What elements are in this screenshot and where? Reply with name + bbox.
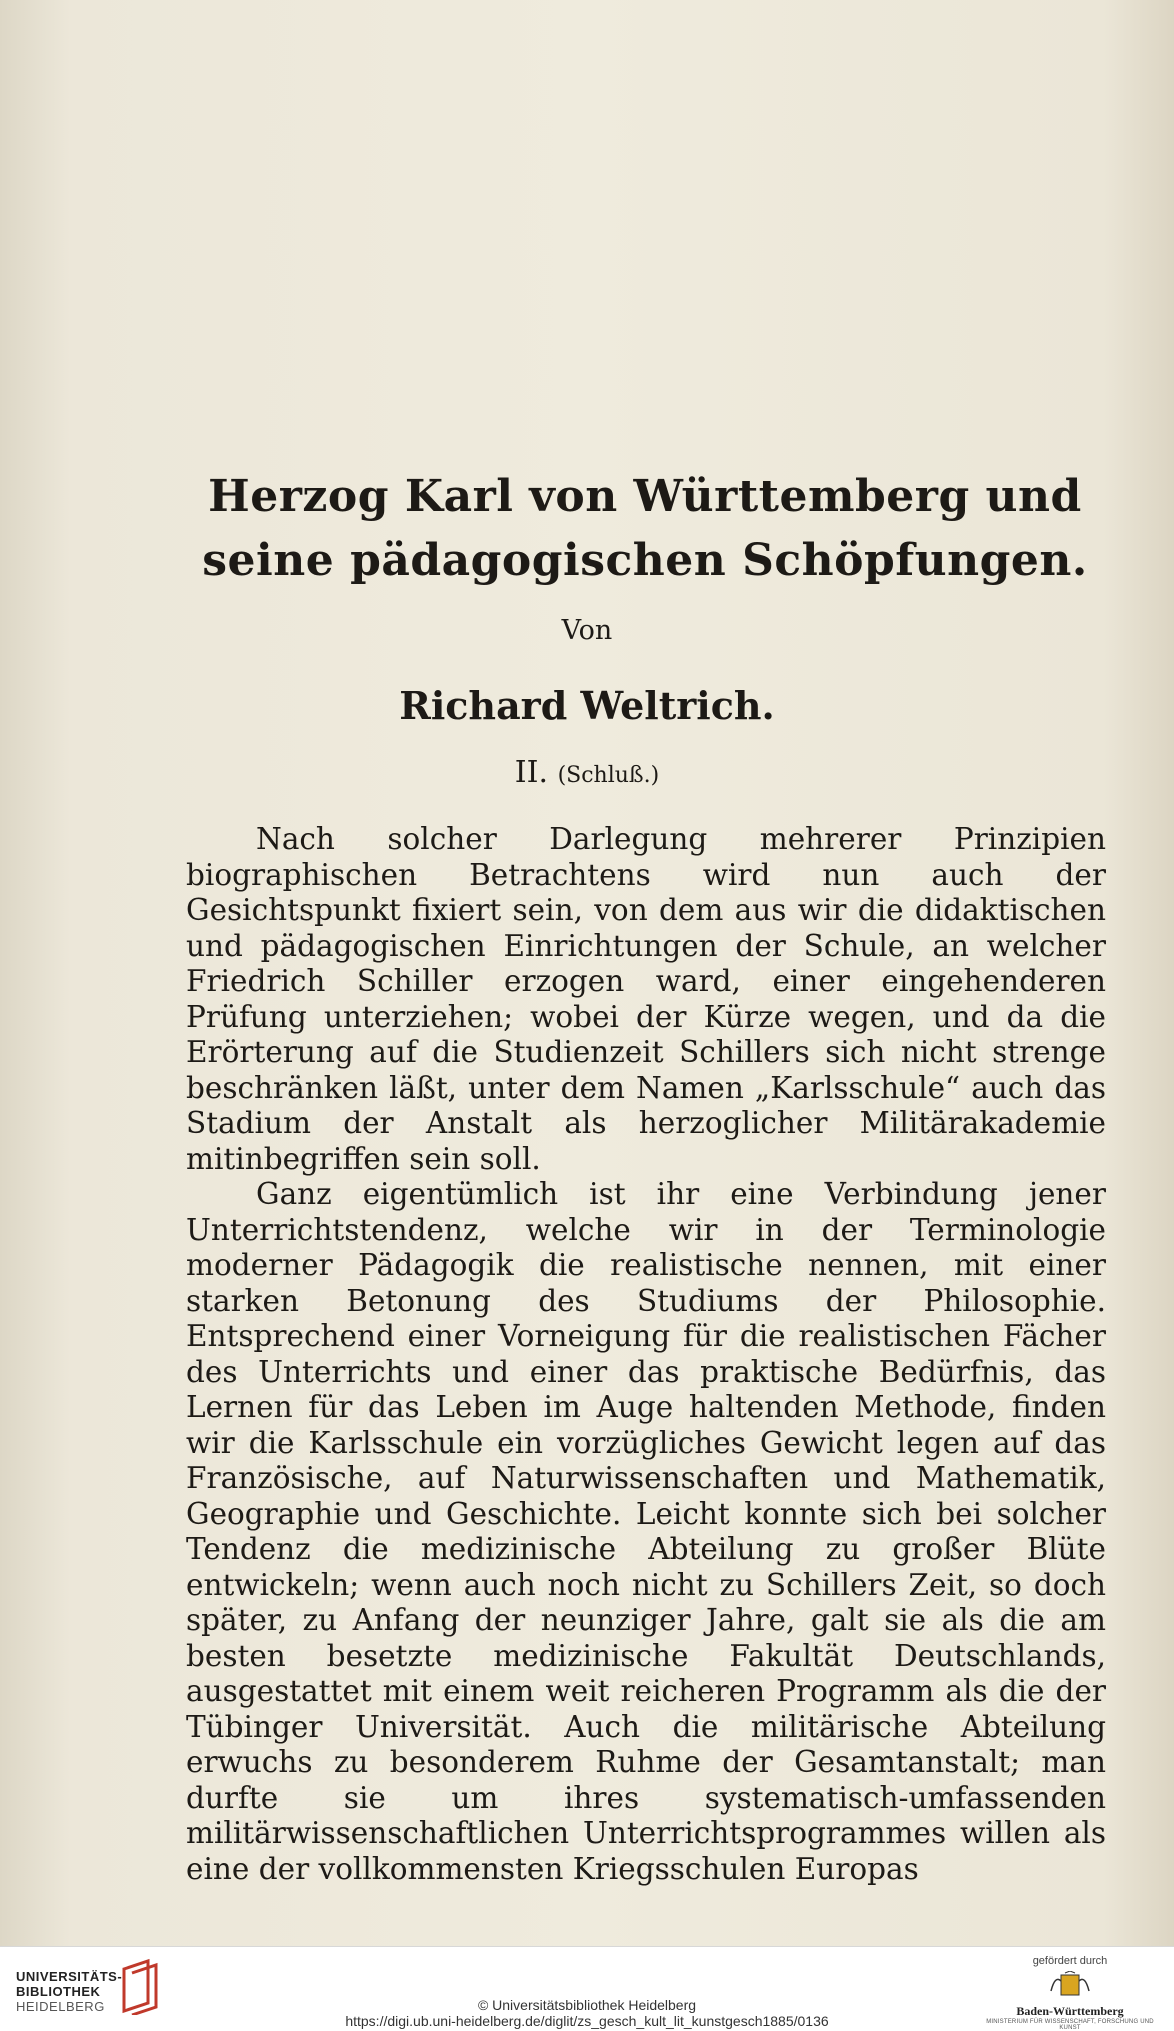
funded-by-label: gefördert durch bbox=[1032, 1955, 1108, 1967]
funder-ministry: MINISTERIUM FÜR WISSENSCHAFT, FORSCHUNG UND KUNST bbox=[986, 2019, 1154, 2031]
funder-name: Baden-Württemberg bbox=[1016, 2004, 1124, 2018]
part-number: II. bbox=[514, 755, 549, 790]
paragraph: Ganz eigentümlich ist ihr eine Verbindung jener Unterrichtstendenz, welche wir in der Terminologie moderner Pädagogik die realistische nennen, mit einer starken Betonung des Studiums der Philosophie. Entsprechend einer Vorneigung für die realistischen Fächer des Unterrichts und einer das praktische Bedürfnis, das Lernen für das Leben im Auge haltenden Methode, finden wir die Karlsschule ein vorzügliches Gewicht legen auf das Französische, auf Naturwissenschaften und Mathematik, Geographie und Geschichte. Leicht konnte sich bei solcher Tendenz die medizinische Abteilung zu großer Blüte entwickeln; wenn auch noch nicht zu Schillers Zeit, so doch später, zu Anfang der neunziger Jahre, galt sie als die am besten besetzte medizinische Fakultät Deutschlands, ausgestattet mit einem weit reicheren Programm als die der Tübinger Universität. Auch die militärische Abteilung erwuchs zu besonderem Ruhme der Gesamtanstalt; man durfte sie um ihres systematisch-umfassenden militärwissenschaftlichen Unterrichtsprogrammes willen als eine der vollkommensten Kriegsschulen Europas bbox=[186, 1177, 1106, 1886]
author-name: Richard Weltrich. bbox=[399, 683, 775, 728]
paragraph: Nach solcher Darlegung mehrerer Prinzipien biographischen Betrachtens wird nun auch der Gesichtspunkt fixiert sein, von dem aus wir die didaktischen und pädagogischen Einrichtungen der Schule, an welcher Friedrich Schiller erzogen ward, einer eingehenderen Prüfung unterziehen; wobei der Kürze wegen, und da die Erörterung auf die Studienzeit Schillers sich nicht strenge beschränken läßt, unter dem Namen „Karlsschule“ auch das Stadium der Anstalt als herzoglicher Militärakademie mitinbegriffen sein soll. bbox=[186, 822, 1106, 1176]
logo-text: BIBLIOTHEK bbox=[16, 1984, 101, 1999]
article-body bbox=[186, 822, 1106, 1887]
footer-bar bbox=[0, 1946, 1174, 2031]
part-note: (Schluß.) bbox=[557, 763, 660, 788]
byline-von: Von bbox=[561, 615, 613, 646]
logo-text: HEIDELBERG bbox=[16, 1999, 105, 2014]
funder-block bbox=[980, 1955, 1160, 2031]
logo-text: UNIVERSITÄTS- bbox=[16, 1969, 123, 1984]
state-crest-icon bbox=[1047, 1971, 1093, 1997]
permalink[interactable]: https://digi.ub.uni-heidelberg.de/diglit/zs_gesch_kult_lit_kunstgesch1885/0136 bbox=[345, 2013, 829, 2029]
copyright-text: © Universitätsbibliothek Heidelberg bbox=[477, 1997, 697, 2013]
article-title: Herzog Karl von Württemberg und seine pädagogischen Schöpfungen. bbox=[202, 471, 1088, 586]
part-heading bbox=[0, 755, 1174, 790]
